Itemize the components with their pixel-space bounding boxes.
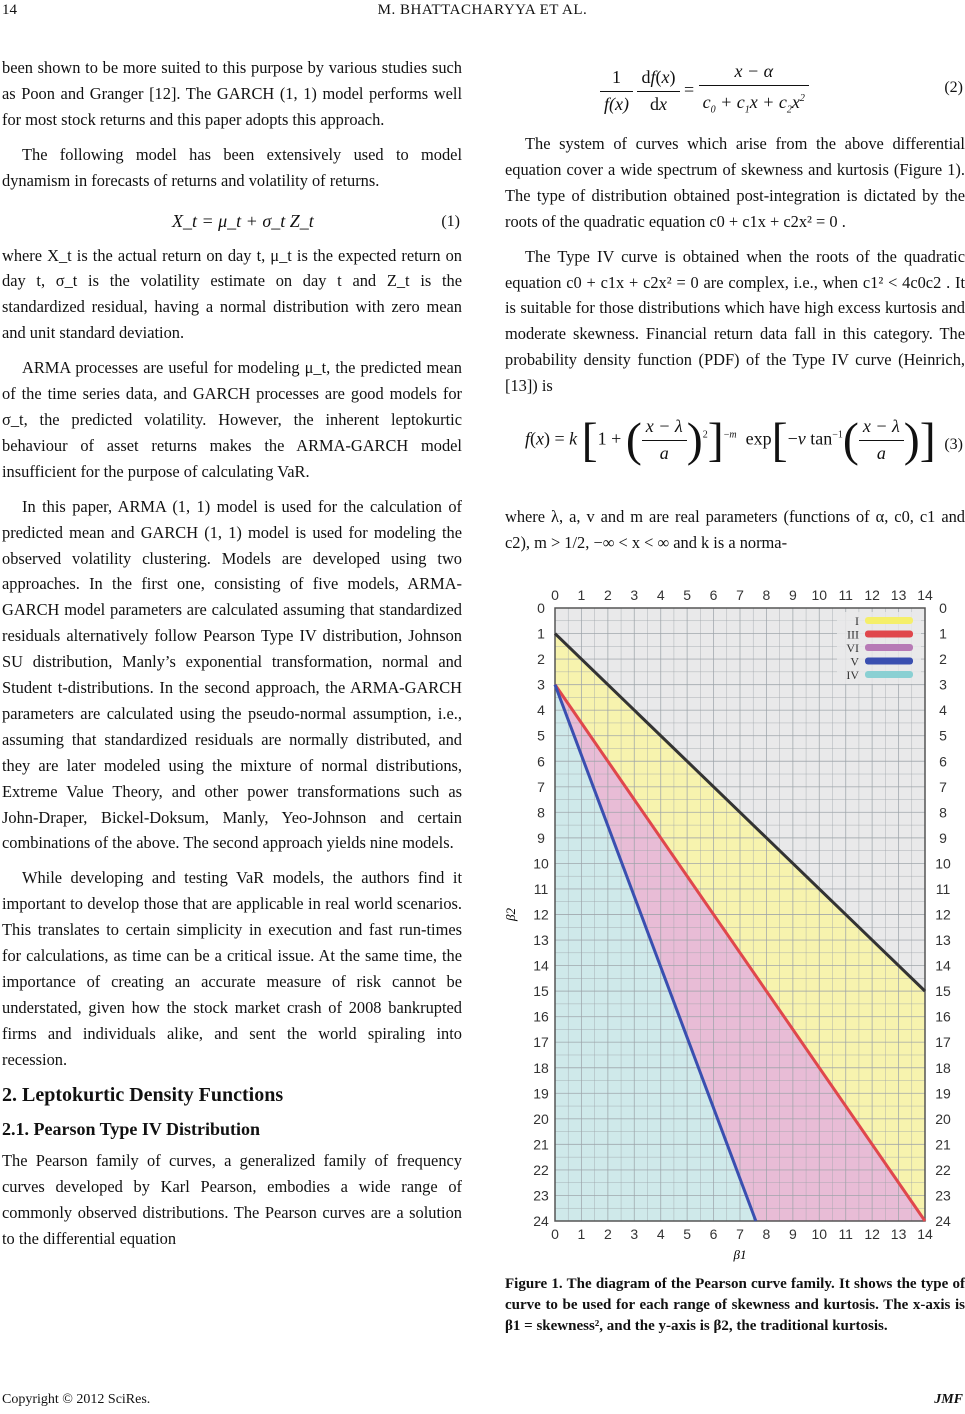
paragraph: The system of curves which arise from the above differential equation cover a wide spectrum of skewness and kurtosis (Figure 1). The type of distribution obtained post-integration is dictated by the roots of the quadratic equation c0 + c1x + c2x² = 0 . [505,134,965,231]
y-tick-label: 19 [935,1085,951,1102]
x-tick-label: 6 [709,1226,718,1242]
y-tick-label: 22 [935,1161,951,1178]
y-tick-label: 5 [537,727,545,744]
y-axis-label: β2 [503,908,518,921]
y-tick-label: 10 [935,855,951,872]
x-tick-label: 14 [917,587,933,603]
y-tick-label: 17 [935,1034,951,1051]
equation-3-number: (3) [944,436,963,454]
equation-2-body: $\frac{1}{f(x)}$ $\frac{df(x)}{dx}$ = $\frac{x - \alpha}{c_0 + c_1x + c_2x^2}$ [600,59,809,123]
y-tick-label: 18 [533,1059,549,1076]
legend-label: V [850,654,859,669]
paragraph: where λ, a, v and m are real parameters (functions of α, c0, c1 and c2), m > 1/2, −∞ < x < ∞ and k is a norma- [505,507,965,552]
pearson-diagram-figure [505,568,965,1268]
page-header [0,0,965,30]
page-number: 14 [2,2,17,18]
y-tick-label: 4 [537,702,545,719]
copyright: Copyright © 2012 SciRes. [2,1392,151,1407]
y-tick-label: 9 [939,829,947,846]
equation-1-body: X_t = μ_t + σ_t Z_t [172,210,314,231]
equation-1-number: (1) [441,212,460,230]
y-tick-label: 11 [935,880,951,897]
y-tick-label: 18 [935,1059,951,1076]
x-tick-label: 5 [683,587,692,603]
y-tick-label: 11 [533,880,549,897]
legend-swatch [865,644,913,651]
page-footer [2,1392,965,1408]
x-tick-label: 1 [577,1226,586,1242]
equation-2-number: (2) [944,79,963,96]
y-tick-label: 21 [533,1136,549,1153]
x-tick-label: 0 [551,587,559,603]
y-tick-label: 15 [935,983,951,1000]
paragraph: While developing and testing VaR models, the authors find it important to develop those that are applicable in real world scenarios. This translates to certain simplicity in execution and fast run-times for calculations, as time can be a critical issue. At the same time, the importance of creating an accurate measure of risk cannot be understated, given how the stock market crash of 2008 bankrupted firms and individuals alike, and sent the world spiraling into recession. [2,868,462,1069]
y-tick-label: 10 [533,855,549,872]
y-tick-label: 5 [939,727,947,744]
legend-swatch [865,631,913,638]
equation-3-body: f(x) = k [1 + ( $\frac{x - \lambda}{a}$ )$^2$]$^{-m}$ exp[−ν $\tan^{-1}$( $\frac{x - \lambda}{a}$ )] [525,413,936,467]
y-tick-label: 23 [935,1187,951,1204]
paragraph: The Pearson family of curves, a generalized family of frequency curves developed by Karl Pearson, embodies a wide range of commonly observed distributions. The Pearson curves are a solution to the differential equation [2,1151,462,1249]
paragraph: been shown to be more suited to this purpose by various studies such as Poon and Granger [12]. The GARCH (1, 1) model performs well for most stock returns and this paper adopts this approach. [2,58,462,129]
y-tick-label: 24 [533,1213,549,1229]
x-tick-label: 1 [577,587,586,603]
left-column [2,55,462,1261]
y-tick-label: 1 [939,625,947,642]
y-tick-label: 16 [533,1008,549,1025]
figure-caption: Figure 1. The diagram of the Pearson curve family. It shows the type of curve to be used for each range of skewness and kurtosis. The x-axis is β1 = skewness², and the y-axis is β2, the traditional kurtosis. [505,1276,965,1334]
x-tick-label: 11 [838,587,853,603]
x-tick-label: 10 [811,1226,828,1242]
paragraph: where X_t is the actual return on day t, μ_t is the expected return on day t, σ_t is the volatility estimate on day t and Z_t is the standardized residual, having a normal distribution with zero mean and unit standard deviation. [2,245,462,343]
y-tick-label: 8 [939,804,947,821]
y-tick-label: 13 [935,932,951,949]
x-tick-label: 14 [917,1226,933,1242]
x-tick-label: 8 [762,1226,771,1242]
x-tick-label: 4 [656,587,665,603]
y-tick-label: 1 [537,625,545,642]
y-tick-label: 14 [935,957,951,974]
x-tick-label: 2 [603,587,612,603]
y-tick-label: 22 [533,1161,549,1178]
paragraph: The following model has been extensively used to model dynamism in forecasts of returns and volatility of returns. [2,144,462,190]
x-tick-label: 8 [762,587,771,603]
legend-label: VI [846,641,859,655]
running-head: M. BHATTACHARYYA ET AL. [377,2,588,18]
legend-swatch [865,658,913,665]
y-tick-label: 8 [537,804,545,821]
y-tick-label: 2 [537,651,545,668]
x-tick-label: 11 [838,1226,853,1242]
x-tick-label: 0 [551,1226,559,1242]
equation-3 [505,408,965,498]
legend-label: I [855,614,859,628]
x-tick-label: 10 [811,587,828,603]
x-axis-label: β1 [733,1247,747,1262]
legend-label: IV [846,668,859,682]
y-tick-label: 3 [939,676,947,693]
y-tick-label: 2 [939,651,947,668]
y-tick-label: 20 [533,1110,549,1127]
x-tick-label: 7 [736,1226,744,1242]
x-tick-label: 13 [890,587,907,603]
x-tick-label: 9 [788,587,797,603]
legend-label: III [847,627,859,642]
y-tick-label: 23 [533,1187,549,1204]
right-column [505,55,965,565]
x-tick-label: 6 [709,587,718,603]
y-tick-label: 21 [935,1136,951,1153]
x-tick-label: 13 [890,1226,907,1242]
y-tick-label: 17 [533,1034,549,1051]
y-tick-label: 7 [939,778,947,795]
y-tick-label: 12 [935,906,951,923]
y-tick-label: 7 [537,778,545,795]
y-tick-label: 24 [935,1213,951,1229]
y-tick-label: 0 [537,600,545,616]
paragraph: The Type IV curve is obtained when the roots of the quadratic equation c0 + c1x + c2x² = 0 are complex, i.e., when c1² < 4c0c2 . It is suitable for those distributions which have high excess kurtosis and moderate skewness. Financial return data fall in this category. The probability density function (PDF) of the Type IV curve (Heinrich, [13]) is [505,246,965,396]
legend-swatch [865,671,913,678]
y-tick-label: 9 [537,829,545,846]
y-tick-label: 6 [939,753,947,770]
paragraph: In this paper, ARMA (1, 1) model is used for the calculation of predicted mean and GARCH (1, 1) model is used for modeling the observed volatility clustering. Models are developed using two approaches. In the first one, consisting of five models, ARMA-GARCH model parameters are calculated assuming that standardized residuals alternatively follow Pearson Type IV distribution, Johnson SU distribution, Manly’s exponential transformation, normal and Student t-distributions. In the second approach, the ARMA-GARCH parameters are calculated using the pseudo-normal assumption, i.e., assuming that standardized residuals are normally distributed, and they are later modeled using the mixture of normal distributions, Extreme Value Theory, and other power transformations such as John-Draper, Bickel-Doksum, Manly, Yeo-Johnson and certain combinations of the above. The second approach yields nine models. [2,496,462,853]
pearson-chart [505,568,965,1268]
y-tick-label: 15 [533,983,549,1000]
x-tick-label: 2 [603,1226,612,1242]
journal-abbrev: JMF [934,1392,963,1407]
paragraph: ARMA processes are useful for modeling μ_t, the predicted mean of the time series data, and GARCH processes are good models for σ_t, the predicted volatility. However, the inherent leptokurtic behaviour of asset returns makes the ARMA-GARCH model insufficient for the purpose of calculating VaR. [2,358,462,481]
y-tick-label: 20 [935,1110,951,1127]
x-tick-label: 4 [656,1226,665,1242]
x-tick-label: 5 [683,1226,692,1242]
y-tick-label: 12 [533,906,549,923]
y-tick-label: 19 [533,1085,549,1102]
subsection-heading: 2.1. Pearson Type IV Distribution [2,1118,261,1139]
y-tick-label: 3 [537,676,545,693]
y-tick-label: 16 [935,1008,951,1025]
x-tick-label: 9 [788,1226,797,1242]
y-tick-label: 4 [939,702,947,719]
x-tick-label: 3 [630,1226,639,1242]
x-tick-label: 12 [864,587,880,603]
section-heading: 2. Leptokurtic Density Functions [2,1083,284,1106]
y-tick-label: 14 [533,957,549,974]
equation-2 [505,55,965,125]
x-tick-label: 3 [630,587,639,603]
x-tick-label: 7 [736,587,744,603]
x-tick-label: 12 [864,1226,880,1242]
legend-swatch [865,617,913,624]
y-tick-label: 0 [939,600,947,616]
y-tick-label: 13 [533,932,549,949]
equation-1 [2,203,462,243]
y-tick-label: 6 [537,753,545,770]
